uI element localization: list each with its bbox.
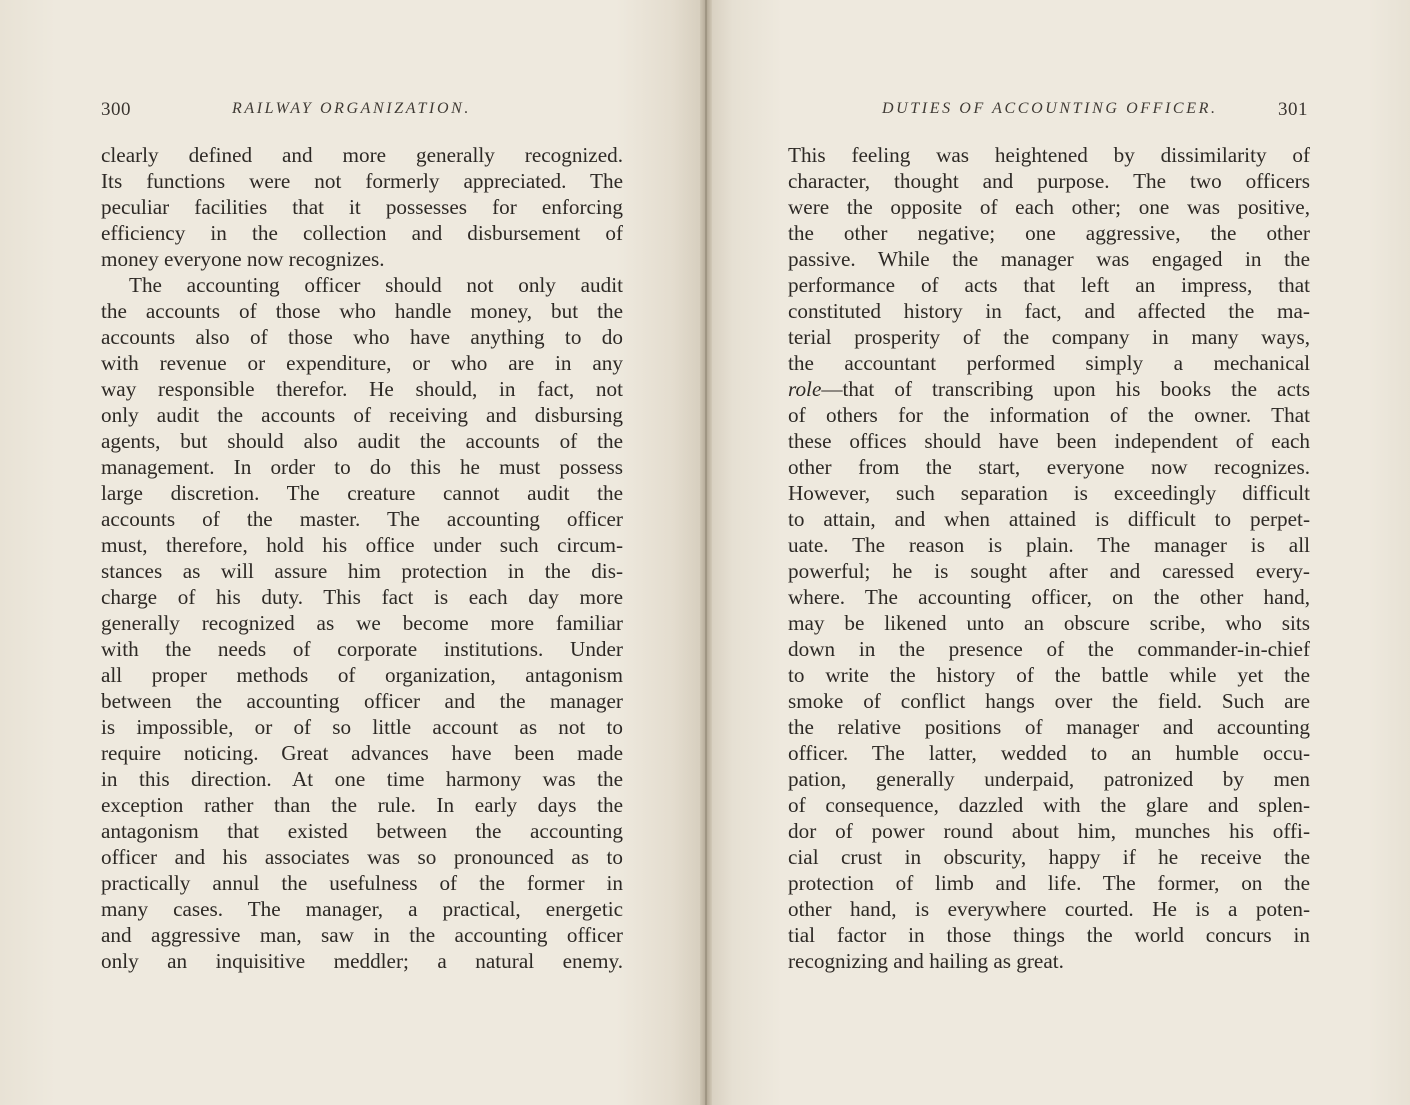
text-line: the accounts of those who handle money, but the bbox=[101, 299, 623, 323]
text-line: terial prosperity of the company in many ways, bbox=[788, 325, 1310, 349]
text-line: tial factor in those things the world concurs in bbox=[788, 923, 1310, 947]
text-line: of consequence, dazzled with the glare and splen- bbox=[788, 793, 1310, 817]
text-line: character, thought and purpose. The two officers bbox=[788, 169, 1310, 193]
text-line: exception rather than the rule. In early days the bbox=[101, 793, 623, 817]
text-line: However, such separation is exceedingly difficult bbox=[788, 481, 1310, 505]
text-line: were the opposite of each other; one was positive, bbox=[788, 195, 1310, 219]
text-line: with the needs of corporate institutions. Under bbox=[101, 637, 623, 661]
text-line: between the accounting officer and the manager bbox=[101, 689, 623, 713]
text-line: large discretion. The creature cannot audit the bbox=[101, 481, 623, 505]
text-line: other hand, is everywhere courted. He is a poten- bbox=[788, 897, 1310, 921]
text-line: must, therefore, hold his office under such circum- bbox=[101, 533, 623, 557]
text-line: uate. The reason is plain. The manager is all bbox=[788, 533, 1310, 557]
right-page-number: 301 bbox=[1278, 99, 1308, 120]
text-line: practically annul the usefulness of the former in bbox=[101, 871, 623, 895]
text-line: pation, generally underpaid, patronized by men bbox=[788, 767, 1310, 791]
text-line: where. The accounting officer, on the other hand, bbox=[788, 585, 1310, 609]
text-line: accounts also of those who have anything to do bbox=[101, 325, 623, 349]
text-line: these offices should have been independent of each bbox=[788, 429, 1310, 453]
text-line: peculiar facilities that it possesses for enforcing bbox=[101, 195, 623, 219]
text-line: recognizing and hailing as great. bbox=[788, 949, 1064, 973]
text-line: officer. The latter, wedded to an humble occu- bbox=[788, 741, 1310, 765]
text-line: and aggressive man, saw in the accounting officer bbox=[101, 923, 623, 947]
text-line: may be likened unto an obscure scribe, who sits bbox=[788, 611, 1310, 635]
right-body-text bbox=[788, 142, 1310, 974]
text-line: constituted history in fact, and affected the ma- bbox=[788, 299, 1310, 323]
right-page bbox=[712, 0, 1410, 1105]
left-page bbox=[0, 0, 700, 1105]
text-line: to attain, and when attained is difficult to perpet- bbox=[788, 507, 1310, 531]
text-line: cial crust in obscurity, happy if he receive the bbox=[788, 845, 1310, 869]
text-line: officer and his associates was so pronounced as to bbox=[101, 845, 623, 869]
text-line: performance of acts that left an impress, that bbox=[788, 273, 1310, 297]
text-line: the relative positions of manager and accounting bbox=[788, 715, 1310, 739]
text-line: to write the history of the battle while yet the bbox=[788, 663, 1310, 687]
text-line: in this direction. At one time harmony was the bbox=[101, 767, 623, 791]
text-line: Its functions were not formerly appreciated. The bbox=[101, 169, 623, 193]
text-line: stances as will assure him protection in the dis- bbox=[101, 559, 623, 583]
text-line: money everyone now recognizes. bbox=[101, 247, 385, 271]
text-line: many cases. The manager, a practical, energetic bbox=[101, 897, 623, 921]
text-line: down in the presence of the commander-in-chief bbox=[788, 637, 1310, 661]
text-line: require noticing. Great advances have been made bbox=[101, 741, 623, 765]
text-fragment: —that of transcribing upon his books the acts bbox=[821, 377, 1310, 401]
text-line: agents, but should also audit the accounts of the bbox=[101, 429, 623, 453]
book-gutter bbox=[700, 0, 712, 1105]
left-page-number: 300 bbox=[101, 99, 131, 120]
text-line: only an inquisitive meddler; a natural enemy. bbox=[101, 949, 623, 973]
text-line: other from the start, everyone now recognizes. bbox=[788, 455, 1310, 479]
left-body-text bbox=[101, 142, 623, 974]
text-line: antagonism that existed between the accounting bbox=[101, 819, 623, 843]
text-line: This feeling was heightened by dissimilarity of bbox=[788, 143, 1310, 167]
text-line: accounts of the master. The accounting officer bbox=[101, 507, 623, 531]
text-line: management. In order to do this he must possess bbox=[101, 455, 623, 479]
right-running-head: DUTIES OF ACCOUNTING OFFICER. bbox=[882, 100, 1218, 117]
italic-word: role bbox=[788, 377, 822, 401]
text-line-with-italic bbox=[788, 376, 1310, 402]
left-running-head: RAILWAY ORGANIZATION. bbox=[232, 100, 471, 117]
text-line: is impossible, or of so little account as not to bbox=[101, 715, 623, 739]
text-line: dor of power round about him, munches his offi- bbox=[788, 819, 1310, 843]
text-line: way responsible therefor. He should, in fact, not bbox=[101, 377, 623, 401]
text-line: The accounting officer should not only audit bbox=[129, 273, 623, 297]
text-line: clearly defined and more generally recognized. bbox=[101, 143, 623, 167]
text-line: of others for the information of the owner. That bbox=[788, 403, 1310, 427]
text-line: smoke of conflict hangs over the field. Such are bbox=[788, 689, 1310, 713]
text-line: all proper methods of organization, antagonism bbox=[101, 663, 623, 687]
text-line: generally recognized as we become more familiar bbox=[101, 611, 623, 635]
text-line: powerful; he is sought after and caressed every- bbox=[788, 559, 1310, 583]
text-line: only audit the accounts of receiving and disbursing bbox=[101, 403, 623, 427]
text-line: efficiency in the collection and disbursement of bbox=[101, 221, 623, 245]
text-line: the other negative; one aggressive, the other bbox=[788, 221, 1310, 245]
text-line: passive. While the manager was engaged in the bbox=[788, 247, 1310, 271]
text-line: with revenue or expenditure, or who are in any bbox=[101, 351, 623, 375]
text-line: protection of limb and life. The former, on the bbox=[788, 871, 1310, 895]
text-line: charge of his duty. This fact is each day more bbox=[101, 585, 623, 609]
text-line: the accountant performed simply a mechanical bbox=[788, 351, 1310, 375]
